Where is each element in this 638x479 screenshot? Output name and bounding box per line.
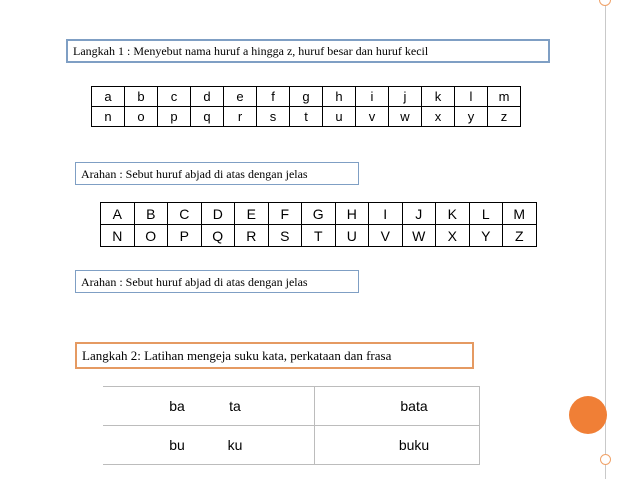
letter-cell: r [224, 107, 257, 127]
letter-cell: d [191, 87, 224, 107]
syllable: ba [169, 398, 185, 414]
letter-cell: J [402, 203, 436, 225]
letter-cell: S [268, 225, 302, 247]
letter-cell: f [257, 87, 290, 107]
spelling-row [104, 387, 480, 426]
letter-cell: N [101, 225, 135, 247]
instruction-uppercase: Arahan : Sebut huruf abjad di atas dengan jelas [75, 270, 359, 293]
instruction-lowercase: Arahan : Sebut huruf abjad di atas dengan jelas [75, 162, 359, 185]
letter-cell: A [101, 203, 135, 225]
letter-cell: n [92, 107, 125, 127]
letter-cell: s [257, 107, 290, 127]
letter-cell: Y [469, 225, 503, 247]
spelling-table [103, 386, 480, 465]
letter-cell: j [389, 87, 422, 107]
letter-cell: b [125, 87, 158, 107]
letter-cell: O [134, 225, 168, 247]
letter-cell: y [455, 107, 488, 127]
letter-cell: Z [503, 225, 537, 247]
letter-cell: x [422, 107, 455, 127]
spelling-row [104, 426, 480, 465]
letter-cell: X [436, 225, 470, 247]
syllables-cell [104, 426, 315, 465]
letter-cell: g [290, 87, 323, 107]
letter-cell: R [235, 225, 269, 247]
letter-cell: G [302, 203, 336, 225]
letter-cell: i [356, 87, 389, 107]
letter-cell: T [302, 225, 336, 247]
decorative-circle-top [599, 0, 611, 6]
letter-cell: u [323, 107, 356, 127]
word-cell: bata [315, 387, 480, 426]
letter-cell: t [290, 107, 323, 127]
letter-cell: w [389, 107, 422, 127]
letter-cell: B [134, 203, 168, 225]
letter-cell: D [201, 203, 235, 225]
step1-title: Langkah 1 : Menyebut nama huruf a hingga z, huruf besar dan huruf kecil [66, 39, 550, 63]
letter-cell: c [158, 87, 191, 107]
letter-cell: e [224, 87, 257, 107]
letter-cell: k [422, 87, 455, 107]
uppercase-row-1 [101, 203, 537, 225]
step2-title: Langkah 2: Latihan mengeja suku kata, perkataan dan frasa [75, 342, 474, 369]
letter-cell: E [235, 203, 269, 225]
letter-cell: I [369, 203, 403, 225]
uppercase-row-2 [101, 225, 537, 247]
decorative-circle-large [569, 396, 607, 434]
syllable: ku [227, 437, 243, 453]
letter-cell: K [436, 203, 470, 225]
letter-cell: z [488, 107, 521, 127]
lowercase-row-1 [92, 87, 521, 107]
letter-cell: H [335, 203, 369, 225]
letter-cell: q [191, 107, 224, 127]
letter-cell: P [168, 225, 202, 247]
syllable: bu [169, 437, 185, 453]
letter-cell: U [335, 225, 369, 247]
syllable: ta [229, 398, 241, 414]
letter-cell: h [323, 87, 356, 107]
letter-cell: M [503, 203, 537, 225]
lowercase-row-2 [92, 107, 521, 127]
letter-cell: a [92, 87, 125, 107]
letter-cell: C [168, 203, 202, 225]
letter-cell: o [125, 107, 158, 127]
uppercase-letter-table [100, 202, 537, 247]
letter-cell: v [356, 107, 389, 127]
syllables-cell [104, 387, 315, 426]
word-cell: buku [315, 426, 480, 465]
letter-cell: m [488, 87, 521, 107]
decorative-circle-small [600, 454, 611, 465]
letter-cell: Q [201, 225, 235, 247]
letter-cell: l [455, 87, 488, 107]
letter-cell: L [469, 203, 503, 225]
letter-cell: W [402, 225, 436, 247]
letter-cell: V [369, 225, 403, 247]
letter-cell: F [268, 203, 302, 225]
lowercase-letter-table [91, 86, 521, 127]
letter-cell: p [158, 107, 191, 127]
